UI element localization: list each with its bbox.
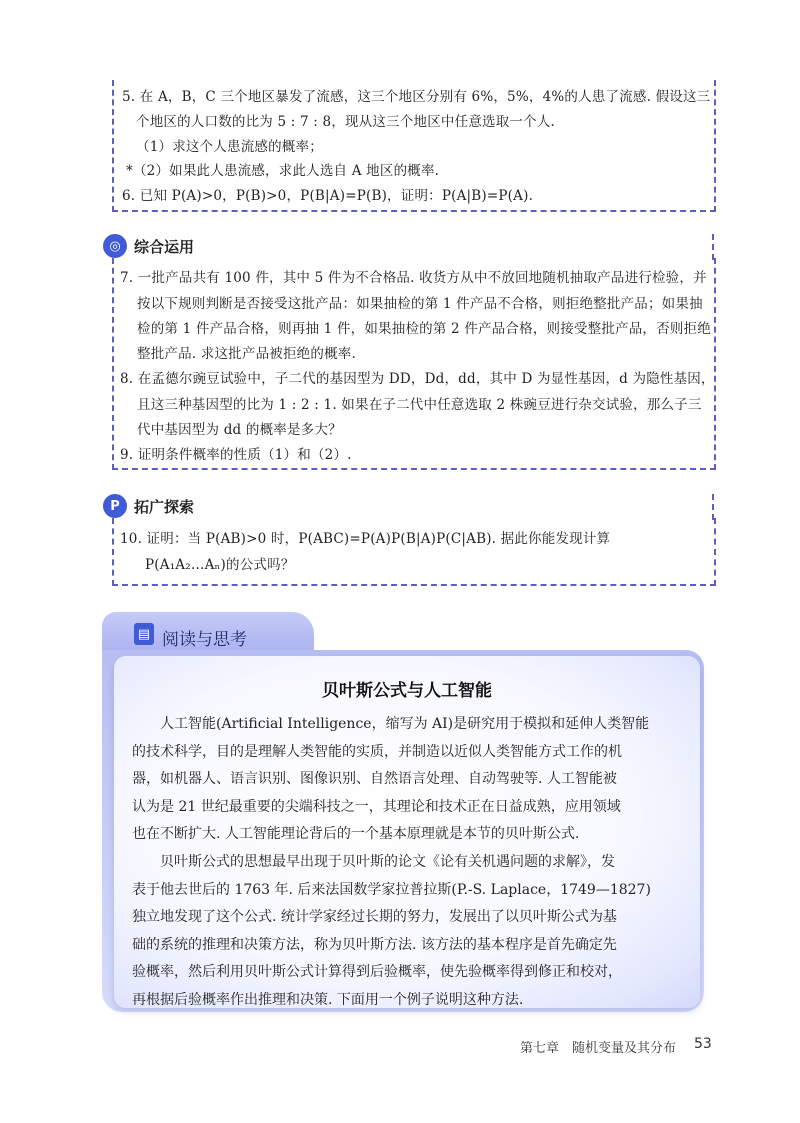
exercise-5-part-1: （1）求这个人患流感的概率； [136, 139, 323, 155]
reading-line: 也在不断扩大. 人工智能理论背后的一个基本原理就是本节的贝叶斯公式. [132, 826, 580, 843]
page-number: 53 [694, 1036, 712, 1052]
comprehensive-section-title: 综合运用 [134, 238, 195, 256]
extension-section-icon: P [103, 494, 127, 518]
reading-line: 再根据后验概率作出推理和决策. 下面用一个例子说明这种方法. [132, 992, 524, 1008]
exercise-8-line-2: 且这三种基因型的比为 1 : 2 : 1. 如果在子二代中任意选取 2 株豌豆进行杂交试验，那么子三 [137, 397, 702, 413]
exercise-10-line-1: 10. 证明：当 P(AB)>0 时，P(ABC)=P(A)P(B|A)P(C|AB). 据此你能发现计算 [120, 531, 611, 547]
exercise-5-line-1: 5. 在 A，B，C 三个地区暴发了流感，这三个地区分别有 6%，5%，4%的人患了流感. 假设这三 [122, 89, 711, 105]
exercise-8-line-3: 代中基因型为 dd 的概率是多大？ [137, 422, 342, 438]
exercise-7-line-4: 整批产品. 求这批产品被拒绝的概率. [137, 346, 356, 362]
exercise-8-line-1: 8. 在孟德尔豌豆试验中，子二代的基因型为 DD，Dd，dd，其中 D 为显性基因，d 为隐性基因， [120, 371, 715, 387]
exercise-5-line-2: 个地区的人口数的比为 5 : 7 : 8，现从这三个地区中任意选取一个人. [136, 114, 556, 130]
exercise-10-line-2: P(A₁A₂…Aₙ)的公式吗？ [145, 557, 295, 573]
exercise-5-part-2: *（2）如果此人患流感，求此人选自 A 地区的概率. [126, 163, 440, 179]
exercise-7-line-3: 检的第 1 件产品合格，则再抽 1 件，如果抽检的第 2 件产品合格，则接受整批产品，否则拒绝 [137, 321, 711, 337]
reading-tab-label: 阅读与思考 [162, 630, 247, 650]
extension-box-right-border [712, 494, 714, 520]
reading-line: 的技术科学，目的是理解人类智能的实质，并制造以近似人类智能方式工作的机 [132, 743, 622, 760]
comprehensive-section-icon: ◎ [103, 234, 127, 258]
exercise-6: 6. 已知 P(A)>0，P(B)>0，P(B|A)=P(B)，证明：P(A|B)=P(A). [122, 188, 534, 204]
reading-line: 认为是 21 世纪最重要的尖端科技之一，其理论和技术正在日益成熟，应用领域 [132, 798, 621, 815]
reading-line: 贝叶斯公式的思想最早出现于贝叶斯的论文《论有关机遇问题的求解》，发 [160, 854, 615, 870]
reading-line: 表于他去世后的 1763 年. 后来法国数学家拉普拉斯(P.-S. Laplace，1749—1827) [132, 881, 651, 898]
comprehensive-box-top-border [712, 234, 714, 260]
reading-line: 验概率，然后利用贝叶斯公式计算得到后验概率，使先验概率得到修正和校对， [132, 964, 622, 981]
chapter-footer: 第七章 随机变量及其分布 [520, 1041, 677, 1056]
reading-line: 础的系统的推理和决策方法，称为贝叶斯方法. 该方法的基本程序是首先确定先 [132, 936, 617, 953]
exercise-7-line-2: 按以下规则判断是否接受这批产品：如果抽检的第 1 件产品不合格，则拒绝整批产品；如果抽 [137, 296, 703, 312]
exercise-9: 9. 证明条件概率的性质（1）和（2）. [120, 447, 352, 463]
reading-line: 独立地发现了这个公式. 统计学家经过长期的努力，发展出了以贝叶斯公式为基 [132, 909, 617, 926]
reading-line: 人工智能(Artificial Intelligence，缩写为 AI)是研究用于模拟和延伸人类智能 [160, 716, 650, 732]
extension-section-title: 拓广探索 [134, 498, 195, 516]
book-icon: ▤ [134, 623, 154, 645]
reading-line: 器，如机器人、语言识别、图像识别、自然语言处理、自动驾驶等. 人工智能被 [132, 771, 617, 788]
exercise-7-line-1: 7. 一批产品共有 100 件，其中 5 件为不合格品. 收货方从中不放回地随机抽取产品进行检验，并 [120, 270, 707, 286]
reading-title: 贝叶斯公式与人工智能 [322, 681, 492, 701]
